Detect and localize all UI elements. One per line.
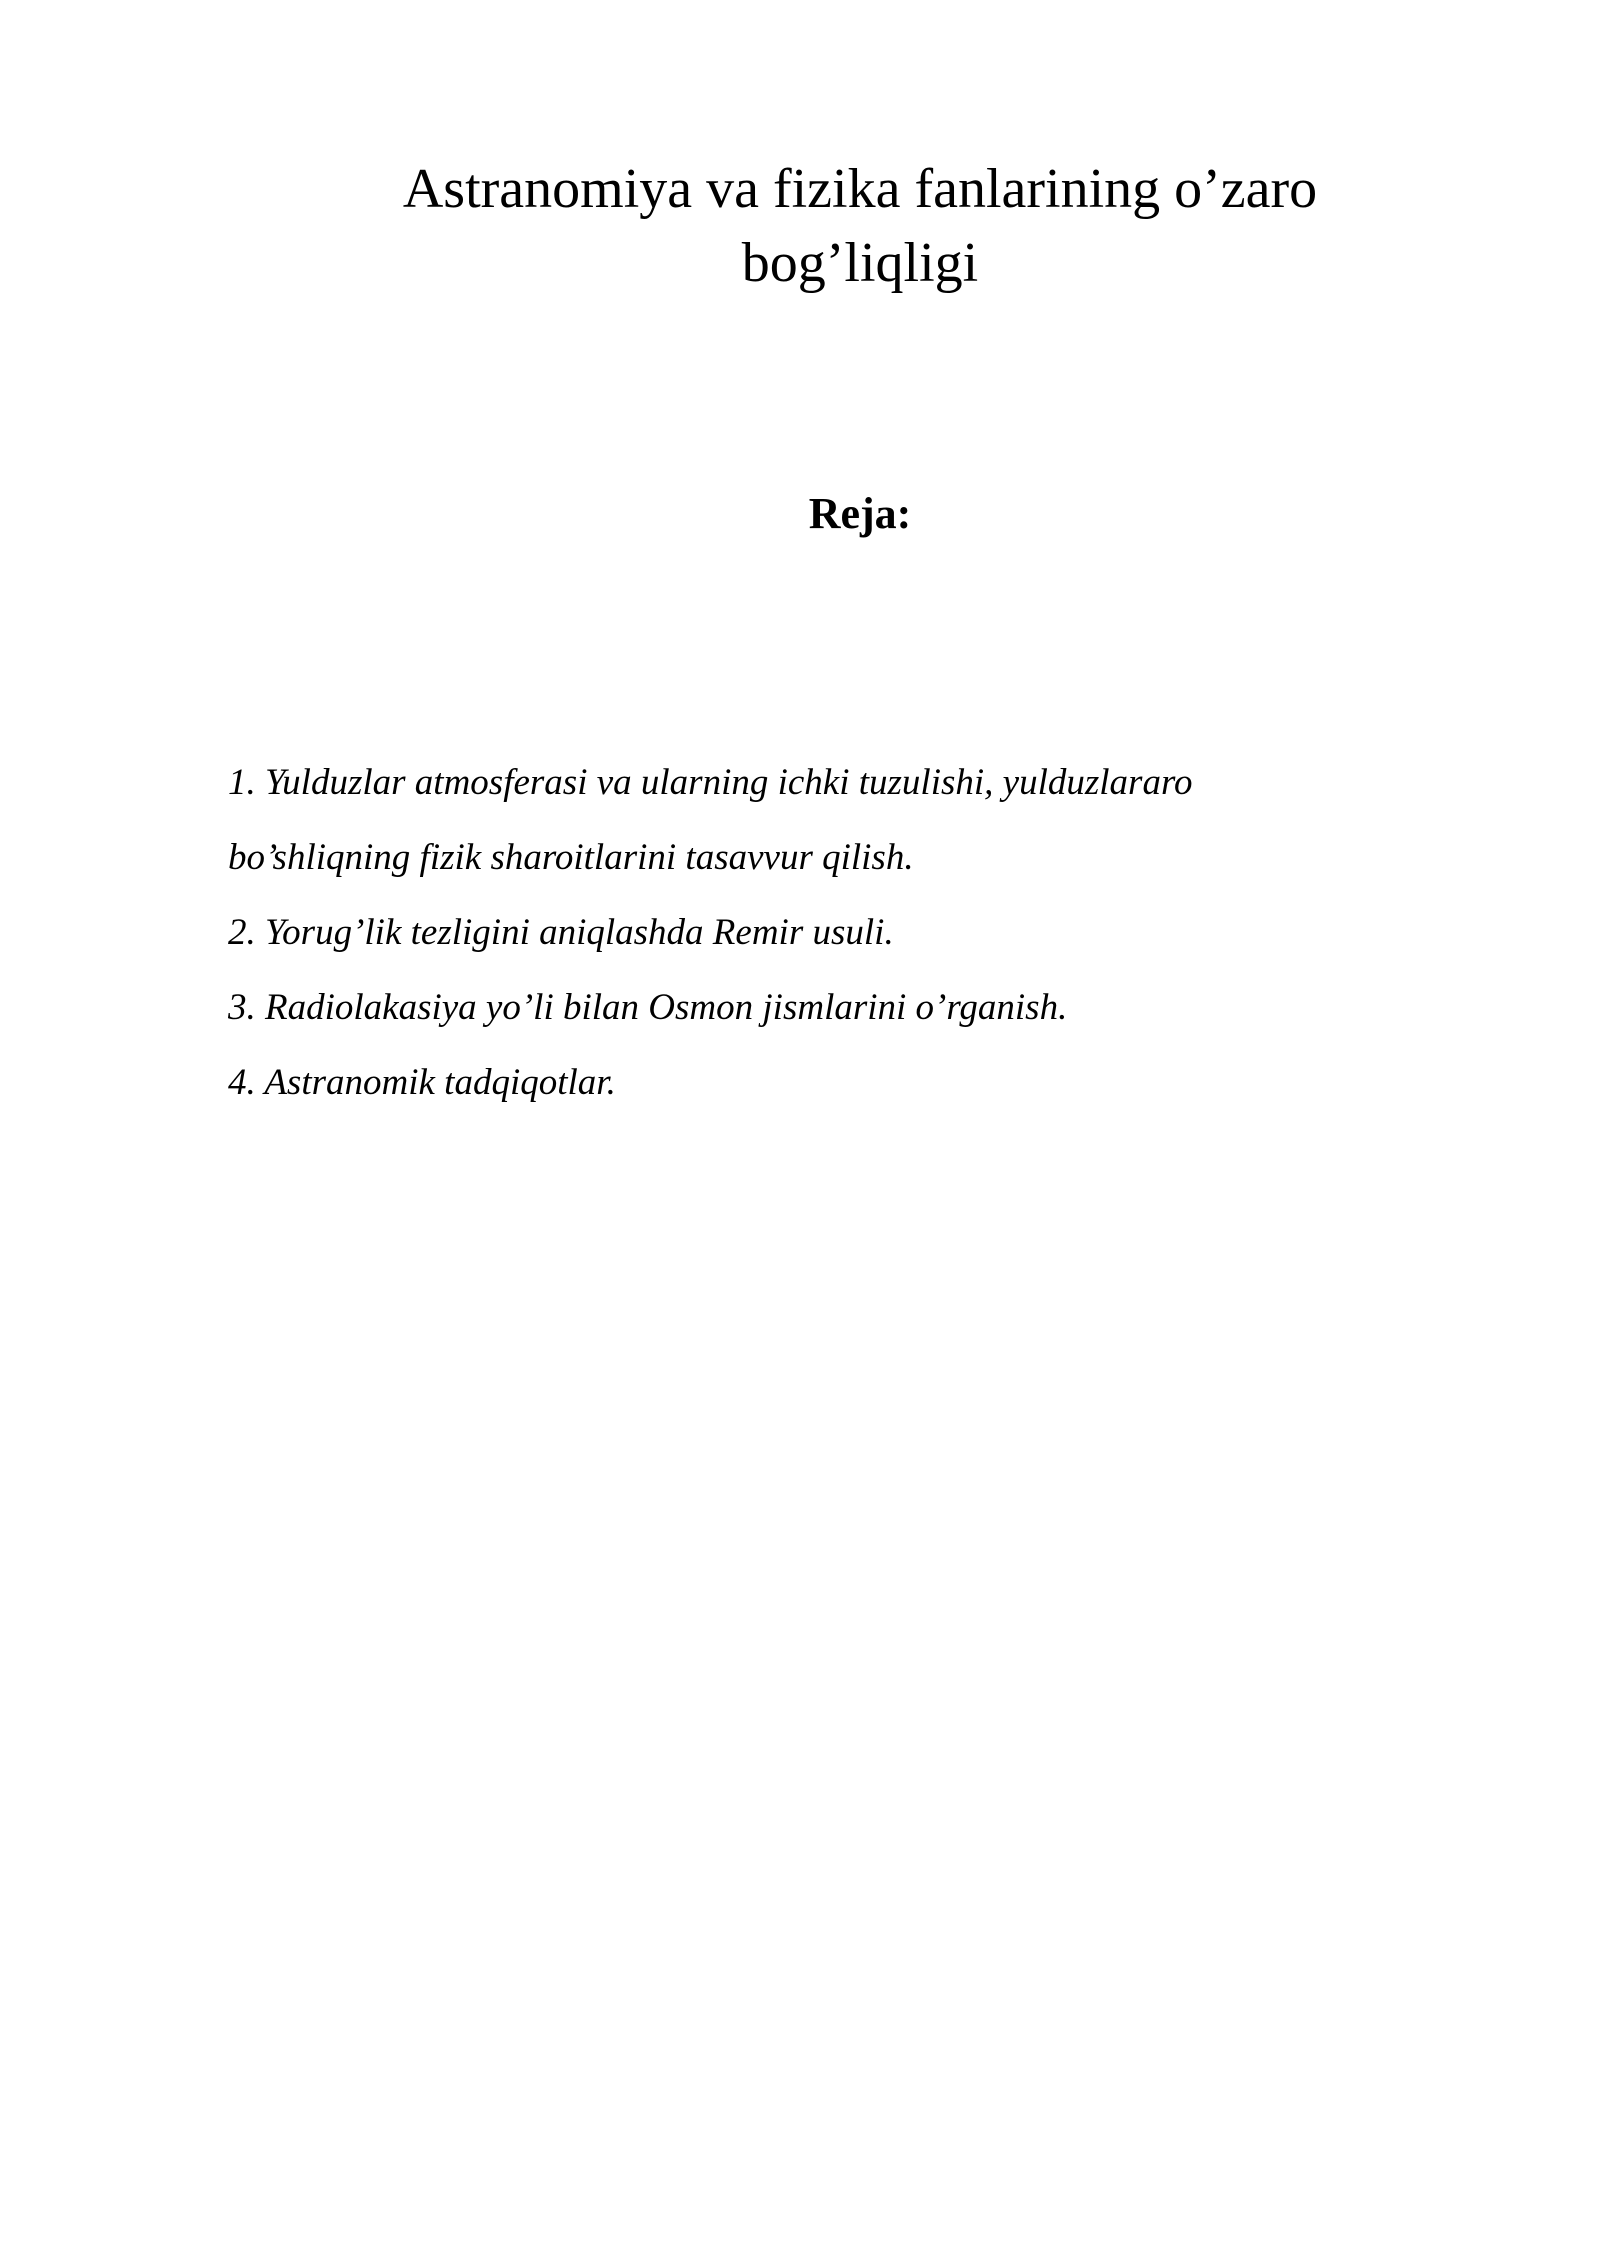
plan-line-4: 3. Radiolakasiya yo’li bilan Osmon jismlarini o’rganish.: [228, 987, 1068, 1028]
plan-list: [228, 745, 1428, 1120]
document-title: [300, 152, 1420, 300]
plan-line-2: bo’shliqning fizik sharoitlarini tasavvur qilish.: [228, 837, 914, 878]
document-title-line-1: Astranomiya va fizika fanlarining o’zaro: [402, 158, 1318, 220]
plan-line-1: 1. Yulduzlar atmosferasi va ularning ichki tuzulishi, yulduzlararo: [228, 762, 1193, 803]
plan-line-5: 4. Astranomik tadqiqotlar.: [228, 1062, 616, 1103]
document-title-line-2: bog’liqligi: [741, 232, 979, 294]
plan-line-3: 2. Yorug’lik tezligini aniqlashda Remir usuli.: [228, 912, 894, 953]
plan-heading: Reja:: [808, 489, 912, 538]
